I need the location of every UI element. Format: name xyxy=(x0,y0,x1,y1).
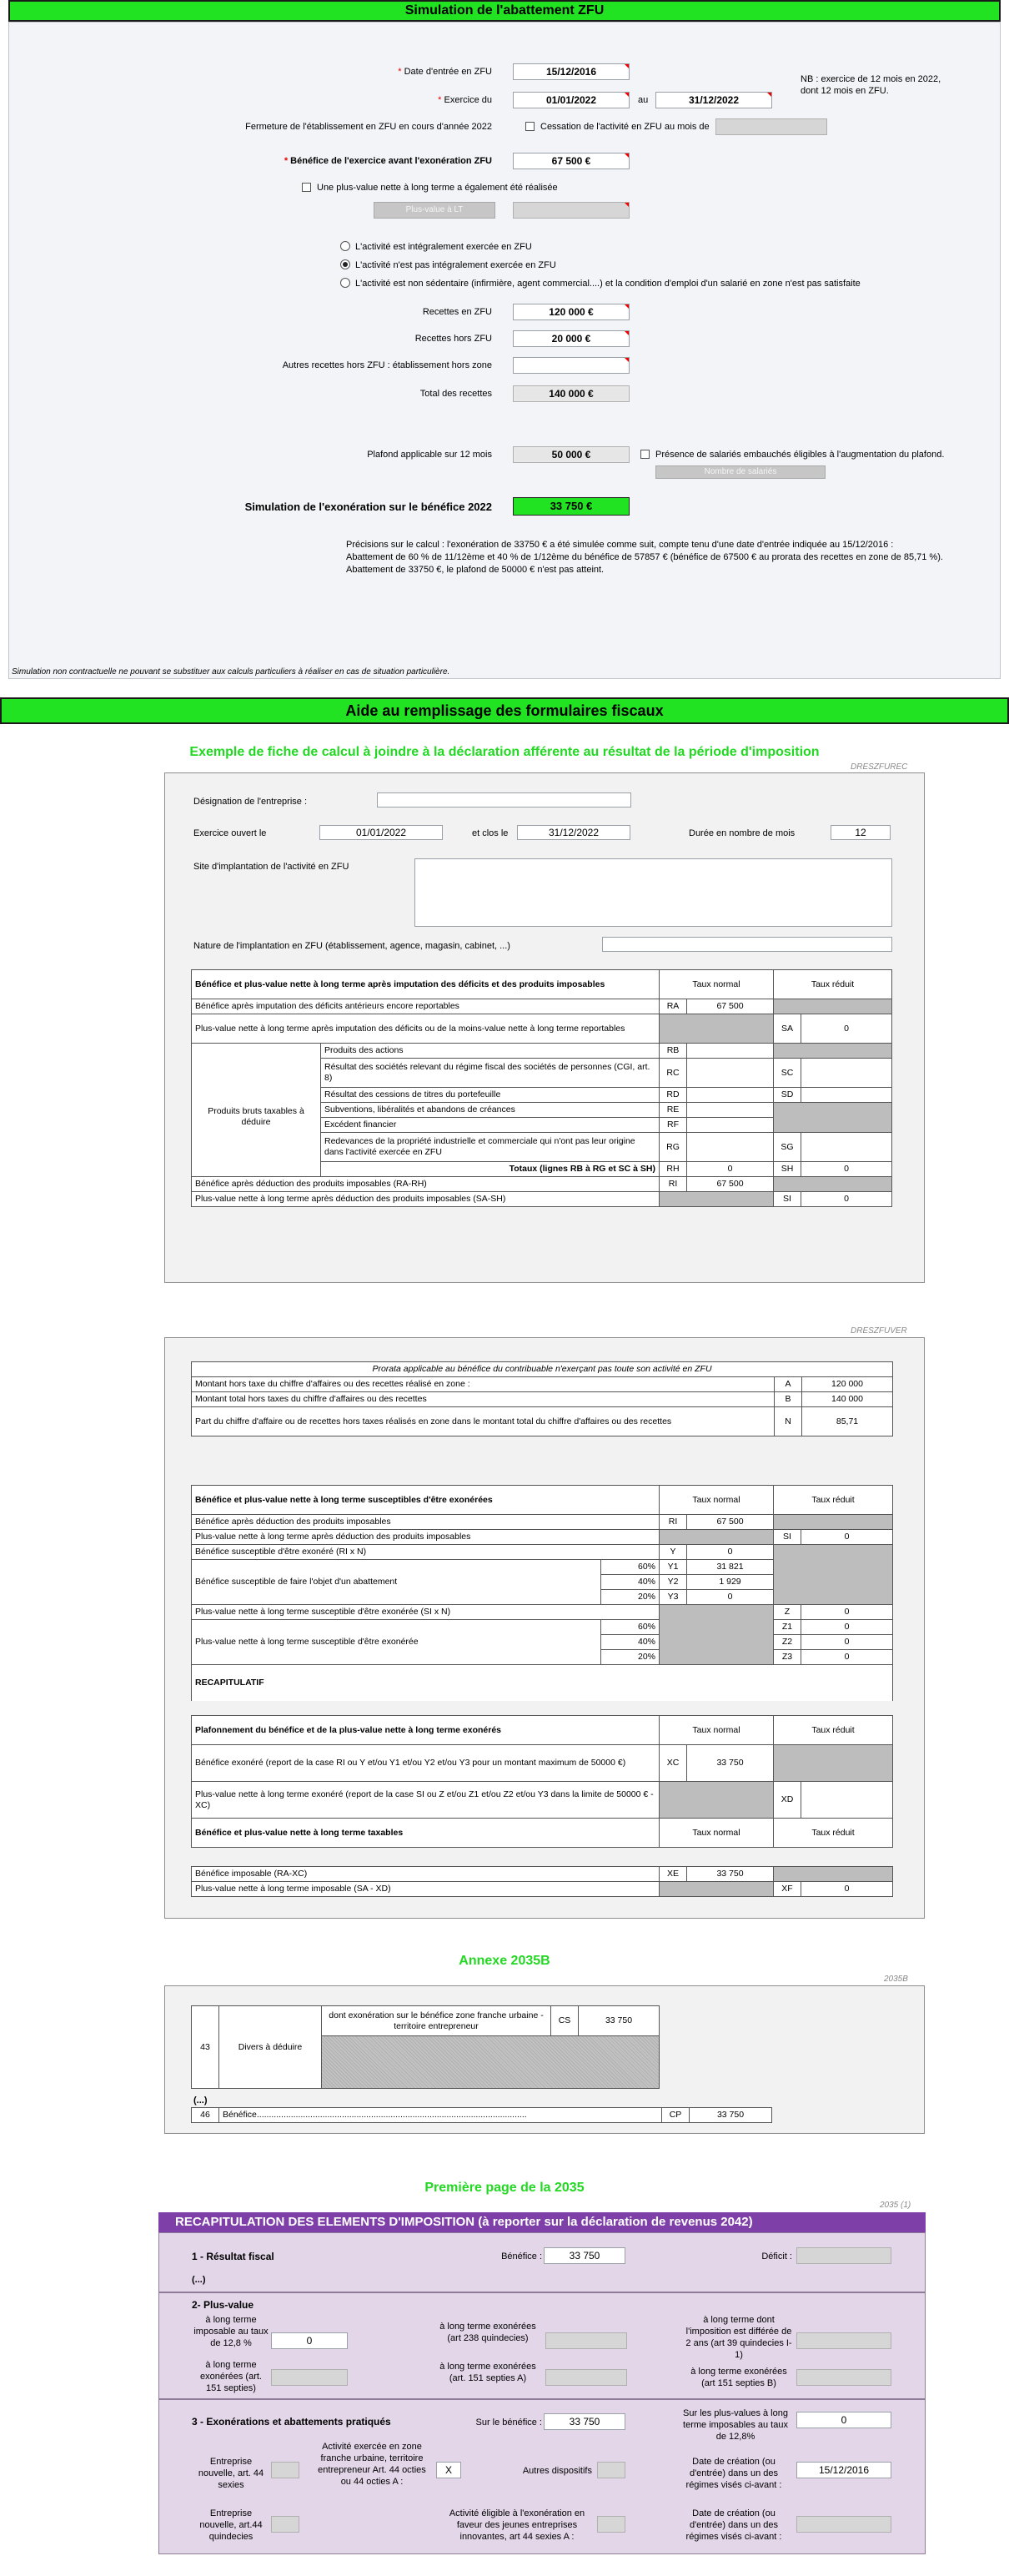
f2-xf-shaded xyxy=(659,1881,774,1897)
f1-ri-value: 67 500 xyxy=(686,1176,774,1192)
pv-button[interactable]: Plus-value à LT xyxy=(374,202,495,219)
annexe-dots: (...) xyxy=(193,2096,208,2106)
f2-xd-shaded xyxy=(659,1781,774,1819)
f2-row-n: Part du chiffre d'affaire ou de recettes hors taxes réalisés en zone dans le montant total du chiffre d'affaires ou des recettes xyxy=(191,1406,775,1436)
f1-code-si: SI xyxy=(773,1191,801,1207)
f2-z-value: 0 xyxy=(801,1604,893,1620)
f1-row-rc: Résultat des sociétés relevant du régime fiscal des sociétés de personnes (CGI, art. 8) xyxy=(320,1058,660,1088)
f2-y1-pct: 60% xyxy=(600,1559,660,1575)
f1-rc-value xyxy=(686,1058,774,1088)
f1-code-sc: SC xyxy=(773,1058,801,1088)
f2-ri-value: 67 500 xyxy=(686,1514,774,1530)
f2-xc-value: 33 750 xyxy=(686,1744,774,1782)
f1-si-value: 0 xyxy=(801,1191,892,1207)
pv-value-field[interactable] xyxy=(513,202,630,219)
f2-y3-pct: 20% xyxy=(600,1589,660,1605)
precisions-line-1: Précisions sur le calcul : l'exonération de 33750 € a été simulée comme suit, compte tenu d'une date d'entrée indiquée au 15/12/2016 : xyxy=(346,540,894,550)
f2-row-xf: Plus-value nette à long terme imposable (SA - XD) xyxy=(191,1881,660,1897)
f1-row-rf: Excédent financier xyxy=(320,1117,660,1133)
designation-label: Désignation de l'entreprise : xyxy=(193,797,308,807)
f2-row-z: Plus-value nette à long terme susceptible d'être exonérée (SI x N) xyxy=(191,1604,660,1620)
f1-code-sg: SG xyxy=(773,1132,801,1162)
p2035-e1: Entreprise nouvelle, art. 44 sexies xyxy=(198,2457,264,2490)
f2-row-y: Bénéfice susceptible d'être exonéré (RI x N) xyxy=(191,1544,660,1560)
precisions-line-2: Abattement de 60 % de 11/12ème et 40 % de 1/12ème du bénéfice de 57857 € (bénéfice de 67500 € au prorata des recettes en zone de 85,71 %). xyxy=(346,552,943,562)
autres-recettes-field[interactable] xyxy=(513,357,630,374)
p2035-e6-field[interactable] xyxy=(597,2516,625,2533)
f1-row-totaux: Totaux (lignes RB à RG et SC à SH) xyxy=(320,1161,660,1177)
plafond-field: 50 000 € xyxy=(513,446,630,463)
simulation-title: Simulation de l'abattement ZFU xyxy=(404,3,605,18)
p2035-pv3-field[interactable] xyxy=(796,2332,891,2349)
f2-y2-pct: 40% xyxy=(600,1574,660,1590)
f1-ra-value: 67 500 xyxy=(686,999,774,1014)
f2-code-y: Y xyxy=(659,1544,687,1560)
f1-row-ri: Bénéfice après déduction des produits imposables (RA-RH) xyxy=(191,1176,660,1192)
p2035-e7: Date de création (ou d'entrée) dans un des régimes visés ci-avant : xyxy=(685,2508,782,2542)
annexe-cs-value: 33 750 xyxy=(578,2005,660,2036)
radio-integralement-label: L'activité est intégralement exercée en ZFU xyxy=(355,242,532,252)
f1-row-si: Plus-value nette à long terme après déduction des produits imposables (SA-SH) xyxy=(191,1191,660,1207)
f2-t4-taux-reduit: Taux réduit xyxy=(773,1818,893,1848)
annexe-code: 2035B xyxy=(884,1975,908,1984)
p2035-dots: (...) xyxy=(192,2275,206,2285)
site-field[interactable] xyxy=(414,858,892,927)
simulation-label: Simulation de l'exonération sur le bénéfice 2022 xyxy=(244,501,492,513)
p2035-benefice-label: Bénéfice : xyxy=(501,2251,542,2262)
f2-row-y123: Bénéfice susceptible de faire l'objet d'un abattement xyxy=(191,1559,601,1605)
f2-xf-value: 0 xyxy=(801,1881,893,1897)
f2-n-value: 85,71 xyxy=(801,1406,893,1436)
f1-taux-reduit: Taux réduit xyxy=(773,969,892,999)
aide-title: Aide au remplissage des formulaires fiscaux xyxy=(345,702,664,719)
f1-code-sa: SA xyxy=(773,1014,801,1044)
p2035-e5-field[interactable] xyxy=(271,2516,299,2533)
recettes-zfu-label: Recettes en ZFU xyxy=(422,307,492,317)
p2035-e4-field[interactable]: 15/12/2016 xyxy=(796,2462,891,2478)
f2-code-si: SI xyxy=(773,1529,801,1545)
f2-a-value: 120 000 xyxy=(801,1376,893,1392)
f2-t2-taux-reduit: Taux réduit xyxy=(773,1485,893,1515)
f2-row-ri: Bénéfice après déduction des produits imposables xyxy=(191,1514,660,1530)
f2-code-xf: XF xyxy=(773,1881,801,1897)
f2-code-xc: XC xyxy=(659,1744,687,1782)
f2-si-value: 0 xyxy=(801,1529,893,1545)
p2035-e2-field[interactable]: X xyxy=(436,2462,461,2478)
total-recettes-field: 140 000 € xyxy=(513,385,630,402)
f1-si-shaded xyxy=(659,1191,774,1207)
f2-t3-taux-reduit: Taux réduit xyxy=(773,1715,893,1745)
clos-field[interactable]: 31/12/2022 xyxy=(517,825,630,840)
annexe-line46: 46 xyxy=(191,2107,219,2123)
f2-t4-title: Bénéfice et plus-value nette à long terme taxables xyxy=(191,1818,660,1848)
p2035-e3-field[interactable] xyxy=(597,2462,625,2478)
recettes-hors-label: Recettes hors ZFU xyxy=(414,334,492,344)
f1-ra-shaded xyxy=(773,999,892,1014)
exercice-fin-field[interactable]: 31/12/2022 xyxy=(655,92,772,108)
f1-re-value xyxy=(686,1102,774,1118)
f1-code-rb: RB xyxy=(659,1043,687,1059)
p2035-benefice-field[interactable]: 33 750 xyxy=(544,2247,625,2264)
p2035-s3: 3 - Exonérations et abattements pratiqués xyxy=(192,2416,391,2428)
p2035-pv4: à long terme exonérées (art. 151 septies) xyxy=(200,2360,262,2393)
f2-code-y2: Y2 xyxy=(659,1574,687,1590)
p2035-pv2: à long terme exonérées (art 238 quindecies) xyxy=(439,2322,536,2343)
f2-code-y1: Y1 xyxy=(659,1559,687,1575)
simulation-result: 33 750 € xyxy=(513,497,630,516)
f2-xd-value xyxy=(801,1781,893,1819)
exercice-ouvert-field[interactable]: 01/01/2022 xyxy=(319,825,443,840)
p2035-e2: Activité exercée en zone franche urbaine, territoire entrepreneur Art. 44 octies ou 44 octies A : xyxy=(318,2442,426,2487)
f1-rd-value xyxy=(686,1087,774,1103)
f1-rg-value xyxy=(686,1132,774,1162)
f1-code-ra: RA xyxy=(659,999,687,1014)
f1-code-ri: RI xyxy=(659,1176,687,1192)
f1-rb-shaded xyxy=(773,1043,892,1059)
f2-code-n: N xyxy=(774,1406,802,1436)
f1-sd-value xyxy=(801,1087,892,1103)
f1-code-rd: RD xyxy=(659,1087,687,1103)
f2-z2-value: 0 xyxy=(801,1634,893,1650)
simulation-panel xyxy=(8,22,1001,679)
f2-code-z: Z xyxy=(773,1604,801,1620)
benefice-field[interactable]: 67 500 € xyxy=(513,153,630,169)
annexe-benefice: Bénéfice............................................................................................................... xyxy=(218,2107,662,2123)
f1-code-rg: RG xyxy=(659,1132,687,1162)
p2035-s2: 2- Plus-value xyxy=(192,2299,254,2311)
p2035-pv1: à long terme imposable au taux de 12,8 % xyxy=(193,2315,269,2348)
aide-subtitle: Exemple de fiche de calcul à joindre à la déclaration afférente au résultat de la période d'imposition xyxy=(189,745,820,759)
f1-row-ra: Bénéfice après imputation des déficits antérieurs encore reportables xyxy=(191,999,660,1014)
f2-t3-taux-normal: Taux normal xyxy=(659,1715,774,1745)
exercice-debut-field[interactable]: 01/01/2022 xyxy=(513,92,630,108)
f2-code-y3: Y3 xyxy=(659,1589,687,1605)
total-recettes-label: Total des recettes xyxy=(419,389,492,399)
p2035-pv2-field[interactable] xyxy=(545,2332,627,2349)
p2035-title: Première page de la 2035 xyxy=(424,2181,585,2195)
f2-si-shaded xyxy=(659,1529,774,1545)
f2-code-z2: Z2 xyxy=(773,1634,801,1650)
f1-code-rf: RF xyxy=(659,1117,687,1133)
f2-z-shaded xyxy=(659,1604,774,1665)
p2035-e6: Activité éligible à l'exonération en faveur des jeunes entreprises innovantes, art 44 sexies A : xyxy=(449,2508,585,2542)
aide-title-bar xyxy=(0,697,1009,724)
nature-field[interactable] xyxy=(602,937,892,952)
f1-ri-shaded xyxy=(773,1176,892,1192)
f1-row-sa: Plus-value nette à long terme après imputation des déficits ou de la moins-value nette à long terme reportables xyxy=(191,1014,660,1044)
annexe-divers: Divers à déduire xyxy=(218,2005,322,2089)
simulation-title-bar xyxy=(8,0,1001,22)
f2-y-value: 0 xyxy=(686,1544,774,1560)
fermeture-label: Fermeture de l'établissement en ZFU en cours d'année 2022 xyxy=(245,122,492,132)
annexe-dont-exo: dont exonération sur le bénéfice zone franche urbaine - territoire entrepreneur xyxy=(321,2005,551,2036)
p2035-sur-pv-label: Sur les plus-values à long terme imposables au taux de 12,8% xyxy=(683,2408,788,2442)
pv-label: Une plus-value nette à long terme a également été réalisée xyxy=(317,183,558,193)
f2-code-b: B xyxy=(774,1391,802,1407)
au-label: au xyxy=(638,95,649,105)
f2-z1-pct: 60% xyxy=(600,1619,660,1635)
p2035-e4: Date de création (ou d'entrée) dans un des régimes visés ci-avant : xyxy=(685,2457,782,2490)
radio-non-sedentaire-label: L'activité est non sédentaire (infirmière, agent commercial....) et la condition d'emploi d'un salarié en zone n'est pas satisfaite xyxy=(355,279,861,289)
duree-label: Durée en nombre de mois xyxy=(689,828,796,838)
p2035-deficit-label: Déficit : xyxy=(761,2251,792,2262)
f2-b-value: 140 000 xyxy=(801,1391,893,1407)
p2035-e7-field[interactable] xyxy=(796,2516,891,2533)
form1-code: DRESZFUREC xyxy=(851,762,908,772)
nb-note: NB : exercice de 12 mois en 2022, dont 12 mois en ZFU. xyxy=(801,74,941,96)
exercice-label: * Exercice du xyxy=(438,95,492,105)
p2035-head: RECAPITULATION DES ELEMENTS D'IMPOSITION (à reporter sur la déclaration de revenus 2042) xyxy=(158,2212,926,2232)
annexe-line43: 43 xyxy=(191,2005,219,2089)
f1-sa-shaded xyxy=(659,1014,774,1044)
f1-code-rh: RH xyxy=(659,1161,687,1177)
f2-z2-pct: 40% xyxy=(600,1634,660,1650)
f2-prorata-title: Prorata applicable au bénéfice du contribuable n'exerçant pas toute son activité en ZFU xyxy=(191,1361,893,1377)
p2035-pv5: à long terme exonérées (art. 151 septies A) xyxy=(439,2362,536,2383)
clos-label: et clos le xyxy=(472,828,509,838)
radio-non-sedentaire[interactable] xyxy=(340,278,350,288)
annexe-title: Annexe 2035B xyxy=(459,1954,550,1968)
disclaimer: Simulation non contractuelle ne pouvant se substituer aux calculs particuliers à réaliser en cas de situation particulière. xyxy=(12,667,450,677)
f1-sh-value: 0 xyxy=(801,1161,892,1177)
f1-table-title: Bénéfice et plus-value nette à long terme après imputation des déficits et des produits imposables xyxy=(191,969,660,999)
exercice-ouvert-label: Exercice ouvert le xyxy=(193,828,267,838)
f2-row-z123: Plus-value nette à long terme susceptible d'être exonérée xyxy=(191,1619,601,1665)
f2-code-ri: RI xyxy=(659,1514,687,1530)
f2-code-z1: Z1 xyxy=(773,1619,801,1635)
annexe-shaded xyxy=(321,2035,660,2089)
designation-field[interactable] xyxy=(377,792,631,808)
f1-taux-normal: Taux normal xyxy=(659,969,774,999)
f2-row-si: Plus-value nette à long terme après déduction des produits imposables xyxy=(191,1529,660,1545)
site-label: Site d'implantation de l'activité en ZFU xyxy=(193,862,349,872)
f2-t2-title: Bénéfice et plus-value nette à long terme susceptibles d'être exonérées xyxy=(191,1485,660,1515)
f2-t4-taux-normal: Taux normal xyxy=(659,1818,774,1848)
f1-code-re: RE xyxy=(659,1102,687,1118)
f2-y3-value: 0 xyxy=(686,1589,774,1605)
f2-z3-value: 0 xyxy=(801,1649,893,1665)
presence-checkbox[interactable] xyxy=(640,450,650,459)
f1-rf-value xyxy=(686,1117,774,1133)
f1-row-rd: Résultat des cessions de titres du portefeuille xyxy=(320,1087,660,1103)
date-entree-label: * Date d'entrée en ZFU xyxy=(398,67,492,77)
f1-row-rg: Redevances de la propriété industrielle et commerciale qui n'ont pas leur origine dans l'activité exercée en ZFU xyxy=(320,1132,660,1162)
f2-y2-value: 1 929 xyxy=(686,1574,774,1590)
p2035-sur-benefice-field[interactable]: 33 750 xyxy=(544,2413,625,2430)
f2-xe-shaded xyxy=(773,1866,893,1882)
cessation-label: Cessation de l'activité en ZFU au mois de xyxy=(540,122,710,132)
p2035-pv6-field[interactable] xyxy=(796,2369,891,2386)
radio-integralement[interactable] xyxy=(340,241,350,251)
f2-t3-title: Plafonnement du bénéfice et de la plus-value nette à long terme exonérés xyxy=(191,1715,660,1745)
f2-row-xc: Bénéfice exonéré (report de la case RI ou Y et/ou Y1 et/ou Y2 et/ou Y3 pour un montant maximum de 50000 €) xyxy=(191,1744,660,1782)
f2-t2-taux-normal: Taux normal xyxy=(659,1485,774,1515)
p2035-sur-benefice-label: Sur le bénéfice : xyxy=(475,2418,542,2428)
f1-sa-value: 0 xyxy=(801,1014,892,1044)
p2035-deficit-field[interactable] xyxy=(796,2247,891,2264)
p2035-pv1-field[interactable]: 0 xyxy=(271,2332,348,2349)
p2035-e1-field[interactable] xyxy=(271,2462,299,2478)
f1-sc-value xyxy=(801,1058,892,1088)
p2035-pv3: à long terme dont l'imposition est différée de 2 ans (art 39 quindecies I-1) xyxy=(685,2315,792,2360)
f2-xe-value: 33 750 xyxy=(686,1866,774,1882)
f1-rh-value: 0 xyxy=(686,1161,774,1177)
f2-recap: RECAPITULATIF xyxy=(191,1664,893,1701)
f1-row-rb: Produits des actions xyxy=(320,1043,660,1059)
recettes-zfu-field[interactable]: 120 000 € xyxy=(513,304,630,320)
annexe-cp-value: 33 750 xyxy=(689,2107,772,2123)
radio-non-integralement-label: L'activité n'est pas intégralement exercée en ZFU xyxy=(355,260,556,270)
f2-code-z3: Z3 xyxy=(773,1649,801,1665)
autres-recettes-label: Autres recettes hors ZFU : établissement hors zone xyxy=(282,360,492,370)
form2-code: DRESZFUVER xyxy=(851,1326,907,1336)
p2035-code: 2035 (1) xyxy=(880,2201,911,2210)
f2-code-a: A xyxy=(774,1376,802,1392)
f2-row-xd: Plus-value nette à long terme exonéré (report de la case SI ou Z et/ou Z1 et/ou Z2 et/ou Y3 dans la limite de 50000 € - XC) xyxy=(191,1781,660,1819)
annexe-cp-code: CP xyxy=(661,2107,690,2123)
f1-row-re: Subventions, libéralités et abandons de créances xyxy=(320,1102,660,1118)
benefice-label: * Bénéfice de l'exercice avant l'exonération ZFU xyxy=(284,156,492,166)
p2035-e3: Autres dispositifs xyxy=(522,2466,592,2476)
annexe-cs-code: CS xyxy=(550,2005,579,2036)
p2035-pv5-field[interactable] xyxy=(545,2369,627,2386)
presence-label: Présence de salariés embauchés éligibles à l'augmentation du plafond. xyxy=(655,450,945,460)
date-entree-field[interactable]: 15/12/2016 xyxy=(513,63,630,80)
f1-code-rc: RC xyxy=(659,1058,687,1088)
f2-z1-value: 0 xyxy=(801,1619,893,1635)
f1-code-sd: SD xyxy=(773,1087,801,1103)
f2-ri-shaded xyxy=(773,1514,893,1530)
p2035-sur-pv-field[interactable]: 0 xyxy=(796,2412,891,2428)
nature-label: Nature de l'implantation en ZFU (établissement, agence, magasin, cabinet, ...) xyxy=(193,941,510,951)
f1-sg-value xyxy=(801,1132,892,1162)
plafond-label: Plafond applicable sur 12 mois xyxy=(367,450,492,460)
duree-field[interactable]: 12 xyxy=(831,825,891,840)
precisions-line-3: Abattement de 33750 €, le plafond de 50000 € n'est pas atteint. xyxy=(346,565,605,575)
f2-y1-value: 31 821 xyxy=(686,1559,774,1575)
precisions-block xyxy=(346,539,946,576)
f2-row-xe: Bénéfice imposable (RA-XC) xyxy=(191,1866,660,1882)
f1-rb-value xyxy=(686,1043,774,1059)
cessation-mois-field[interactable] xyxy=(715,118,827,135)
f2-row-a: Montant hors taxe du chiffre d'affaires ou des recettes réalisé en zone : xyxy=(191,1376,775,1392)
p2035-pv4-field[interactable] xyxy=(271,2369,348,2386)
p2035-pv6: à long terme exonérées (art 151 septies B) xyxy=(690,2367,787,2388)
p2035-s1: 1 - Résultat fiscal xyxy=(192,2251,274,2262)
f2-z3-pct: 20% xyxy=(600,1649,660,1665)
f2-code-xe: XE xyxy=(659,1866,687,1882)
radio-non-integralement[interactable] xyxy=(340,259,350,269)
f1-code-sh: SH xyxy=(773,1161,801,1177)
pv-checkbox[interactable] xyxy=(302,183,311,192)
f1-re-rf-shaded xyxy=(773,1102,892,1133)
salaries-button[interactable]: Nombre de salariés xyxy=(655,465,826,479)
f2-code-xd: XD xyxy=(773,1781,801,1819)
f2-row-b: Montant total hors taxes du chiffre d'affaires ou des recettes xyxy=(191,1391,775,1407)
f2-xc-shaded xyxy=(773,1744,893,1782)
recettes-hors-field[interactable]: 20 000 € xyxy=(513,330,630,347)
cessation-checkbox[interactable] xyxy=(525,122,535,131)
p2035-e5: Entreprise nouvelle, art.44 quindecies xyxy=(199,2508,263,2542)
f1-produits-label: Produits bruts taxables à déduire xyxy=(191,1043,321,1191)
